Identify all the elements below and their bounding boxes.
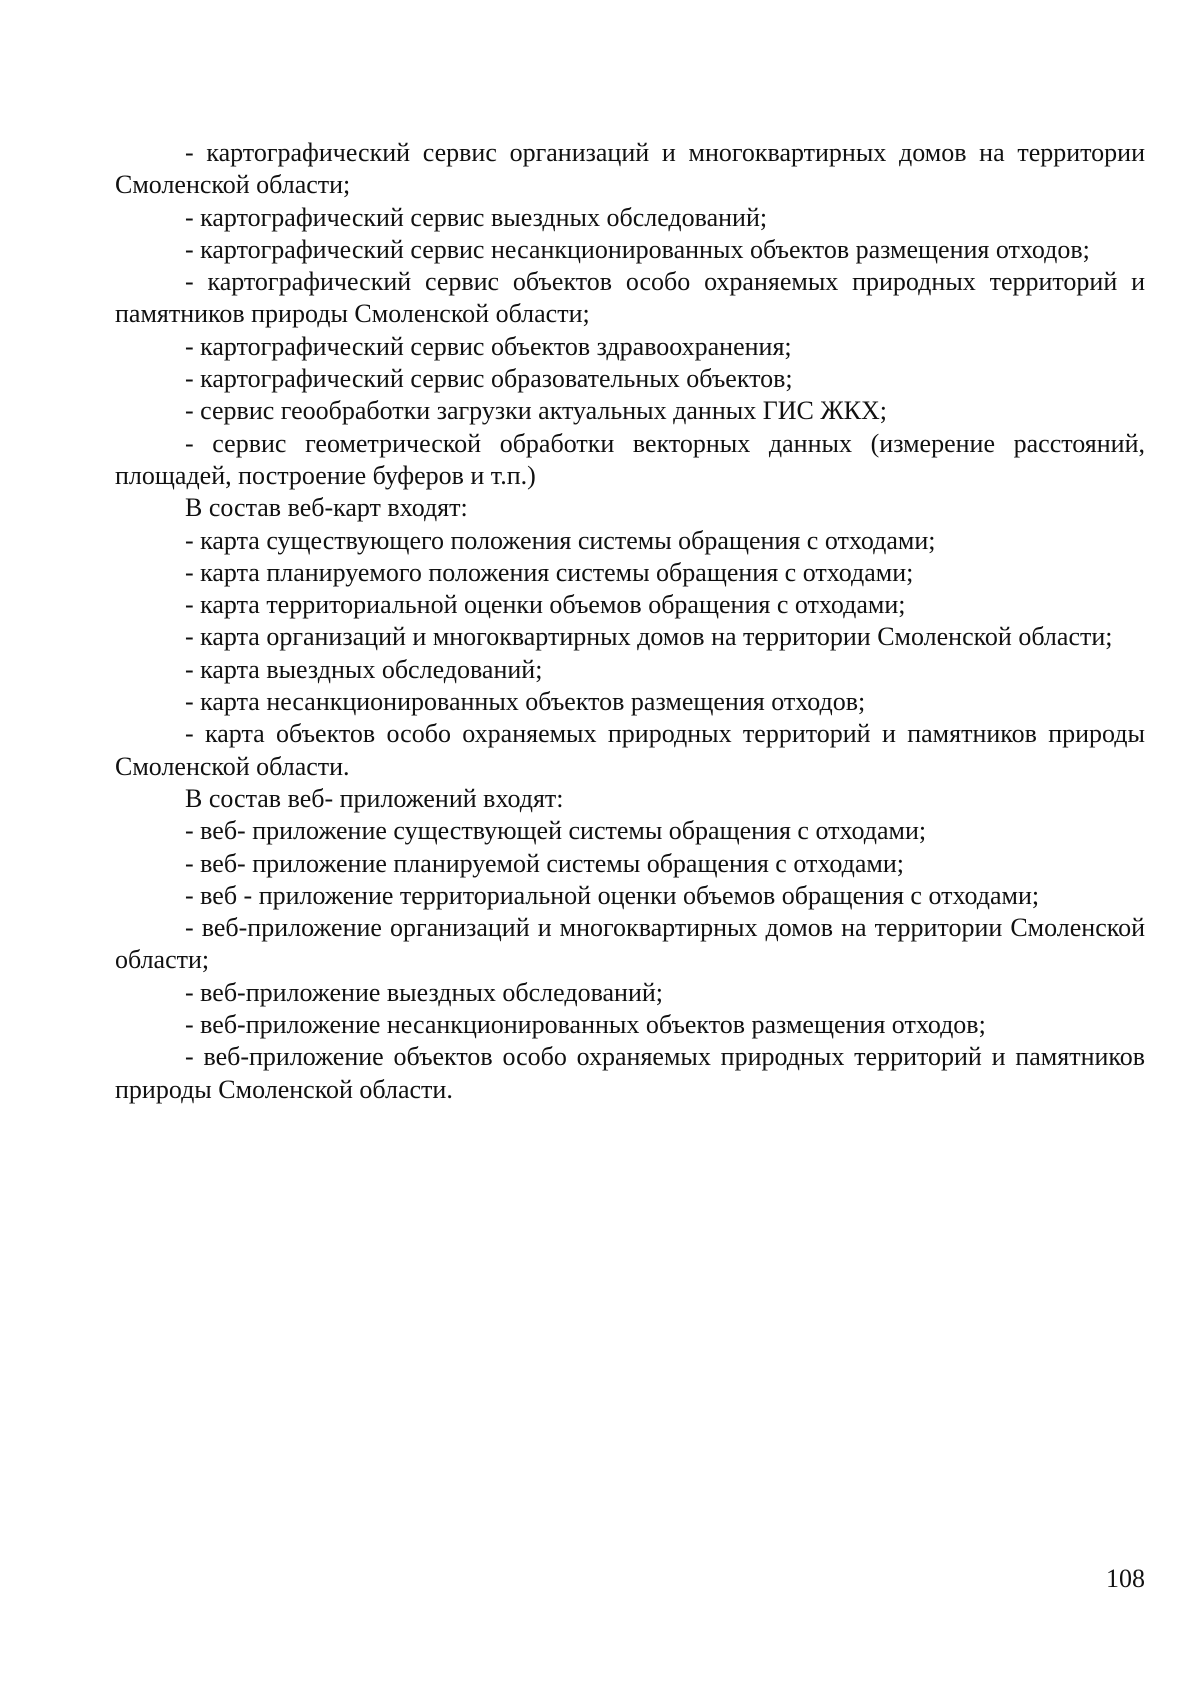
paragraph: - картографический сервис образовательных объектов; xyxy=(185,364,793,394)
paragraph: - картографический сервис выездных обследований; xyxy=(185,202,768,232)
document-body xyxy=(115,137,1145,1106)
paragraph: - карта территориальной оценки объемов обращения с отходами; xyxy=(185,590,906,620)
paragraph: - картографический сервис объектов особо охраняемых природных территорий и памятников природы Смоленской области; xyxy=(115,267,1145,329)
paragraph: - веб-приложение организаций и многоквартирных домов на территории Смоленской области; xyxy=(115,913,1145,975)
page-number: 108 xyxy=(1106,1564,1145,1593)
paragraph: - картографический сервис объектов здравоохранения; xyxy=(185,331,792,361)
paragraph: - картографический сервис несанкционированных объектов размещения отходов; xyxy=(185,234,1090,264)
paragraph: - карта организаций и многоквартирных домов на территории Смоленской области; xyxy=(185,622,1113,652)
paragraph: - веб - приложение территориальной оценки объемов обращения с отходами; xyxy=(185,880,1040,910)
paragraph: - карта выездных обследований; xyxy=(185,654,543,684)
paragraph: - сервис геообработки загрузки актуальных данных ГИС ЖКХ; xyxy=(185,396,887,426)
paragraph: - веб- приложение планируемой системы обращения с отходами; xyxy=(185,848,904,878)
paragraph: - карта существующего положения системы обращения с отходами; xyxy=(185,525,936,555)
paragraph: - веб-приложение выездных обследований; xyxy=(185,977,664,1007)
paragraph: - карта несанкционированных объектов размещения отходов; xyxy=(185,687,866,717)
section-heading: В состав веб-карт входят: xyxy=(185,493,468,523)
paragraph: - веб-приложение несанкционированных объектов размещения отходов; xyxy=(185,1010,986,1040)
paragraph: - веб-приложение объектов особо охраняемых природных территорий и памятников природы Смоленской области. xyxy=(115,1042,1145,1104)
paragraph: - карта планируемого положения системы обращения с отходами; xyxy=(185,557,914,587)
paragraph: - сервис геометрической обработки векторных данных (измерение расстояний, площадей, построение буферов и т.п.) xyxy=(115,428,1145,490)
paragraph: - веб- приложение существующей системы обращения с отходами; xyxy=(185,816,927,846)
paragraph: - карта объектов особо охраняемых природных территорий и памятников природы Смоленской области. xyxy=(115,719,1145,781)
paragraph: - картографический сервис организаций и многоквартирных домов на территории Смоленской области; xyxy=(115,138,1145,200)
section-heading: В состав веб- приложений входят: xyxy=(185,783,564,813)
